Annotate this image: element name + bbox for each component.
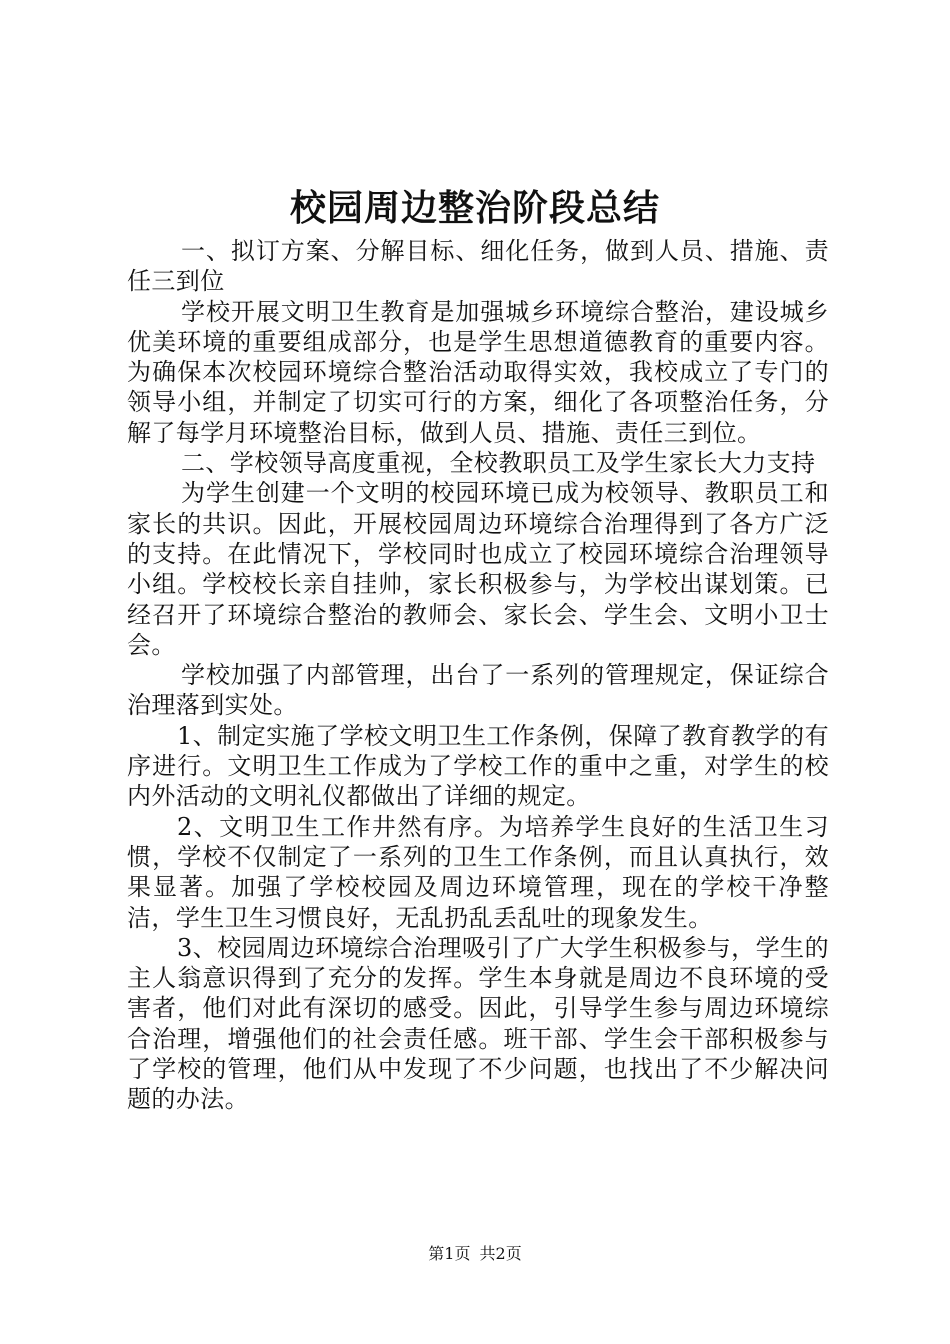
section-heading-1: 一、拟订方案、分解目标、细化任务，做到人员、措施、责任三到位 — [127, 237, 829, 296]
numbered-item-3: 3、校园周边环境综合治理吸引了广大学生积极参与，学生的主人翁意识得到了充分的发挥。学生本身就是周边不良环境的受害者，他们对此有深切的感受。因此，引导学生参与周边环境综合治理，增强他们的社会责任感。班干部、学生会干部积极参与了学校的管理，他们从中发现了不少问题，也找出了不少解决问题的办法。 — [127, 933, 829, 1114]
body-paragraph: 为学生创建一个文明的校园环境已成为校领导、教职员工和家长的共识。因此，开展校园周边环境综合治理得到了各方广泛的支持。在此情况下，学校同时也成立了校园环境综合治理领导小组。学校校长亲自挂帅，家长积极参与，为学校出谋划策。已经召开了环境综合整治的教师会、家长会、学生会、文明小卫士会。 — [127, 479, 829, 659]
body-paragraph: 学校加强了内部管理，出台了一系列的管理规定，保证综合治理落到实处。 — [127, 661, 829, 720]
body-paragraph: 学校开展文明卫生教育是加强城乡环境综合整治，建设城乡优美环境的重要组成部分，也是学生思想道德教育的重要内容。为确保本次校园环境综合整治活动取得实效，我校成立了专门的领导小组，并制定了切实可行的方案，细化了各项整治任务，分解了每学月环境整治目标，做到人员、措施、责任三到位。 — [127, 297, 829, 447]
numbered-item-2: 2、文明卫生工作井然有序。为培养学生良好的生活卫生习惯，学校不仅制定了一系列的卫生工作条例，而且认真执行，效果显著。加强了学校校园及周边环境管理，现在的学校干净整洁，学生卫生习惯良好，无乱扔乱丢乱吐的现象发生。 — [127, 812, 829, 932]
page-footer — [0, 1243, 950, 1265]
numbered-item-1: 1、制定实施了学校文明卫生工作条例，保障了教育教学的有序进行。文明卫生工作成为了学校工作的重中之重，对学生的校内外活动的文明礼仪都做出了详细的规定。 — [127, 721, 829, 811]
document-body — [127, 236, 829, 1115]
section-heading-2: 二、学校领导高度重视，全校教职员工及学生家长大力支持 — [181, 449, 816, 478]
page-total: 共2页 — [479, 1244, 522, 1263]
document-title: 校园周边整治阶段总结 — [289, 187, 660, 229]
page-number: 第1页 — [428, 1244, 471, 1263]
